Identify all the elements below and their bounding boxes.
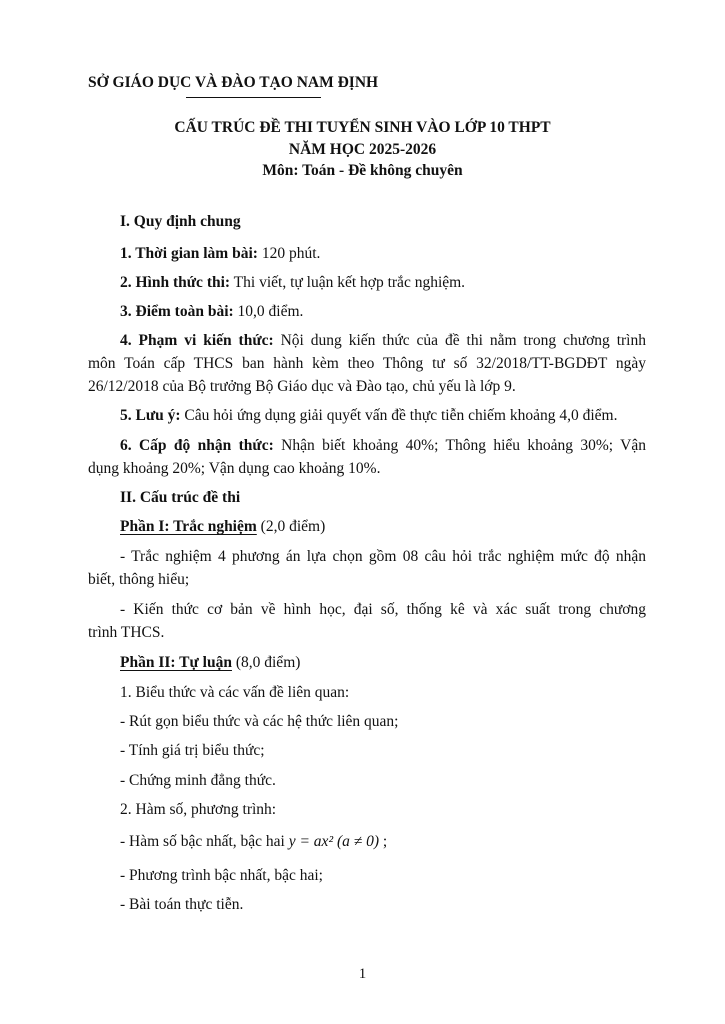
levels-text-1: Nhận biết khoảng 40%; Thông hiểu khoảng 30%; Vận <box>273 437 646 454</box>
note-item <box>120 406 617 426</box>
section-1-heading: I. Quy định chung <box>120 213 241 230</box>
part-1-label: Phần I: Trắc nghiệm <box>120 518 257 535</box>
part-2-line: - Tính giá trị biểu thức; <box>120 742 265 759</box>
levels-label: 6. Cấp độ nhận thức: <box>120 437 274 454</box>
part-1-points: (2,0 điểm) <box>256 518 326 535</box>
scope-label: 4. Phạm vi kiến thức: <box>120 332 274 349</box>
duration-value: 120 phút. <box>257 245 321 262</box>
part-2-line: 2. Hàm số, phương trình: <box>120 801 277 818</box>
part-2-line: - Phương trình bậc nhất, bậc hai; <box>120 867 323 884</box>
page-number: 1 <box>358 966 367 982</box>
note-text: Câu hỏi ứng dụng giải quyết vấn đề thực tiễn chiếm khoảng 4,0 điểm. <box>180 407 618 424</box>
part-2-heading <box>120 653 300 673</box>
function-text: - Hàm số bậc nhất, bậc hai <box>120 833 289 850</box>
department-name: SỞ GIÁO DỤC VÀ ĐÀO TẠO NAM ĐỊNH <box>88 74 379 91</box>
section-2-heading: II. Cấu trúc đề thi <box>120 489 241 506</box>
department-underline <box>186 97 321 98</box>
scope-line-1 <box>120 331 646 351</box>
format-item <box>120 273 465 293</box>
part-2-line: - Chứng minh đẳng thức. <box>120 772 276 789</box>
part-1-item-1-line-1: - Trắc nghiệm 4 phương án lựa chọn gồm 08 câu hỏi trắc nghiệm mức độ nhận <box>120 548 646 565</box>
duration-item <box>120 244 320 264</box>
format-label: 2. Hình thức thi: <box>120 274 231 291</box>
part-2-label: Phần II: Tự luận <box>120 654 232 671</box>
duration-label: 1. Thời gian làm bài: <box>120 245 258 262</box>
total-score-label: 3. Điểm toàn bài: <box>120 303 234 320</box>
part-1-item-2-line-1: - Kiến thức cơ bản về hình học, đại số, thống kê và xác suất trong chương <box>120 601 646 618</box>
function-line <box>120 832 387 852</box>
part-1-item-1-line-2: biết, thông hiểu; <box>88 571 190 588</box>
part-2-points: (8,0 điểm) <box>231 654 301 671</box>
title-line-1: CẤU TRÚC ĐỀ THI TUYỂN SINH VÀO LỚP 10 THPT <box>174 119 551 136</box>
quadratic-formula: y = ax² (a ≠ 0) <box>288 833 380 850</box>
total-score-value: 10,0 điểm. <box>233 303 304 320</box>
scope-text-1: Nội dung kiến thức của đề thi nằm trong chương trình <box>273 332 646 349</box>
note-label: 5. Lưu ý: <box>120 407 181 424</box>
scope-line-2: môn Toán cấp THCS ban hành kèm theo Thông tư số 32/2018/TT-BGDĐT ngày <box>88 355 646 372</box>
function-tail: ; <box>379 833 388 850</box>
title-line-3: Môn: Toán - Đề không chuyên <box>262 162 463 179</box>
part-2-line: - Bài toán thực tiễn. <box>120 896 244 913</box>
levels-line-2: dụng khoảng 20%; Vận dụng cao khoảng 10%. <box>88 460 381 477</box>
scope-line-3: 26/12/2018 của Bộ trưởng Bộ Giáo dục và Đào tạo, chủ yếu là lớp 9. <box>88 378 516 395</box>
format-value: Thi viết, tự luận kết hợp trắc nghiệm. <box>230 274 466 291</box>
levels-line-1 <box>120 436 646 456</box>
title-line-2: NĂM HỌC 2025-2026 <box>288 141 437 158</box>
part-1-item-2-line-2: trình THCS. <box>88 624 165 641</box>
part-2-line: 1. Biểu thức và các vấn đề liên quan: <box>120 684 350 701</box>
total-score-item <box>120 302 303 322</box>
part-1-heading <box>120 517 325 537</box>
part-2-line: - Rút gọn biểu thức và các hệ thức liên quan; <box>120 713 399 730</box>
